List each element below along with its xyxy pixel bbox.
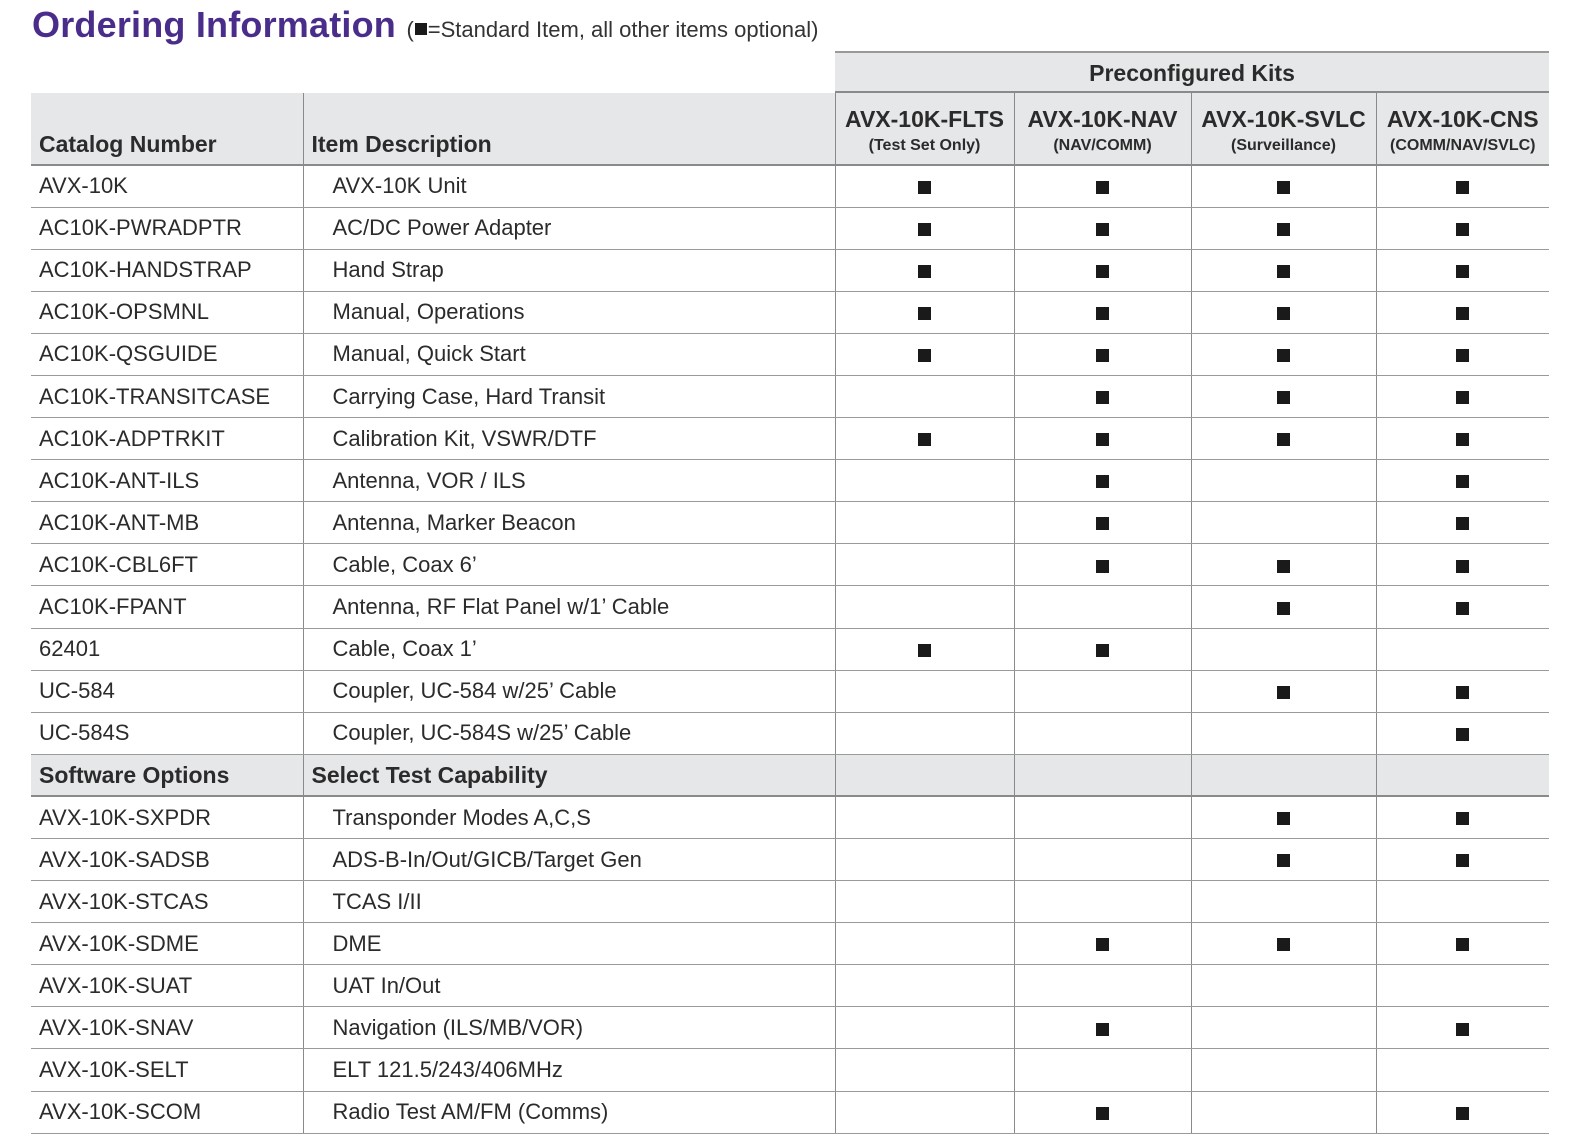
kit-inclusion-cell [1376,375,1549,417]
item-description: Hand Strap [303,249,835,291]
item-description-header: Item Description [303,93,835,165]
table-row [31,839,1549,881]
standard-item-square-icon [1456,475,1469,488]
kit-inclusion-cell [1191,375,1376,417]
kit-inclusion-cell [835,839,1014,881]
table-row [31,207,1549,249]
item-description: Transponder Modes A,C,S [303,796,835,838]
section-cell [835,754,1014,796]
legend-text: =Standard Item, all other items optional) [427,17,819,42]
kit-inclusion-cell [835,796,1014,838]
kit-inclusion-cell [1014,923,1191,965]
item-description: Antenna, Marker Beacon [303,502,835,544]
kit-inclusion-cell [1014,712,1191,754]
kit-inclusion-cell [1376,712,1549,754]
catalog-number-header: Catalog Number [31,93,303,165]
catalog-number: AC10K-ANT-MB [31,502,303,544]
catalog-number: AVX-10K-SDME [31,923,303,965]
kit-name: AVX-10K-SVLC [1201,105,1366,132]
kit-inclusion-cell [835,333,1014,375]
preconfigured-kits-header: Preconfigured Kits [835,51,1549,93]
table-row [31,1091,1549,1133]
standard-item-square-icon [1096,1023,1109,1036]
catalog-number: AVX-10K-SXPDR [31,796,303,838]
catalog-number: AVX-10K-SNAV [31,1007,303,1049]
kit-inclusion-cell [1191,628,1376,670]
catalog-number: AVX-10K-STCAS [31,881,303,923]
kit-inclusion-cell [835,291,1014,333]
catalog-number: 62401 [31,628,303,670]
kit-inclusion-cell [1191,165,1376,207]
kit-inclusion-cell [1191,1091,1376,1133]
kit-inclusion-cell [835,881,1014,923]
standard-item-square-icon [1096,517,1109,530]
table-row [31,165,1549,207]
legend [406,17,818,42]
table-row [31,375,1549,417]
table-row [31,418,1549,460]
software-body [31,796,1549,1133]
standard-item-square-icon [1277,560,1290,573]
item-description: Manual, Quick Start [303,333,835,375]
table-row [31,1007,1549,1049]
kit-inclusion-cell [1376,460,1549,502]
kit-inclusion-cell [835,1049,1014,1091]
standard-item-square-icon [1277,812,1290,825]
standard-item-square-icon [1277,433,1290,446]
kit-inclusion-cell [1191,418,1376,460]
kit-inclusion-cell [1014,333,1191,375]
table-row [31,670,1549,712]
kit-inclusion-cell [1191,586,1376,628]
table-row [31,291,1549,333]
standard-item-square-icon [1277,181,1290,194]
kit-inclusion-cell [1191,796,1376,838]
title-row [32,4,819,46]
kit-inclusion-cell [1014,291,1191,333]
kit-inclusion-cell [1376,291,1549,333]
kit-inclusion-cell [835,1091,1014,1133]
kit-inclusion-cell [1376,796,1549,838]
standard-item-square-icon [918,181,931,194]
catalog-number: AC10K-CBL6FT [31,544,303,586]
kit-inclusion-cell [1014,1049,1191,1091]
catalog-number: AC10K-OPSMNL [31,291,303,333]
table-row [31,881,1549,923]
kit-inclusion-cell [1014,965,1191,1007]
kit-inclusion-cell [1191,839,1376,881]
standard-item-square-icon [1096,1107,1109,1120]
table-row [31,333,1549,375]
item-description: UAT In/Out [303,965,835,1007]
table-row [31,460,1549,502]
kit-inclusion-cell [1376,418,1549,460]
items-body [31,165,1549,754]
kit-inclusion-cell [835,965,1014,1007]
kit-inclusion-cell [1014,375,1191,417]
standard-item-square-icon [1456,728,1469,741]
kit-inclusion-cell [835,460,1014,502]
standard-item-square-icon [1456,560,1469,573]
item-description: Cable, Coax 1’ [303,628,835,670]
standard-item-square-icon [1096,644,1109,657]
kit-inclusion-cell [1014,1007,1191,1049]
catalog-number: AC10K-ANT-ILS [31,460,303,502]
catalog-number: AVX-10K [31,165,303,207]
kit-inclusion-cell [1014,628,1191,670]
catalog-number: AVX-10K-SUAT [31,965,303,1007]
kit-inclusion-cell [1191,881,1376,923]
standard-item-square-icon [1277,223,1290,236]
kit-inclusion-cell [835,375,1014,417]
item-description: AVX-10K Unit [303,165,835,207]
kit-inclusion-cell [835,544,1014,586]
kit-subtitle: (NAV/COMM) [1053,136,1152,154]
standard-item-square-icon [1456,349,1469,362]
kit-inclusion-cell [1376,207,1549,249]
kit-inclusion-cell [1014,544,1191,586]
kit-inclusion-cell [1191,207,1376,249]
kit-inclusion-cell [1376,1049,1549,1091]
kit-inclusion-cell [1376,923,1549,965]
item-description: Antenna, RF Flat Panel w/1’ Cable [303,586,835,628]
standard-item-square-icon [1456,1023,1469,1036]
kit-inclusion-cell [1376,1007,1549,1049]
kit-inclusion-cell [835,586,1014,628]
kit-inclusion-cell [1014,1091,1191,1133]
item-description: Coupler, UC-584 w/25’ Cable [303,670,835,712]
kit-inclusion-cell [1014,796,1191,838]
standard-item-square-icon [1277,391,1290,404]
table-row [31,586,1549,628]
kit-inclusion-cell [1191,460,1376,502]
kit-inclusion-cell [1014,586,1191,628]
catalog-number: AC10K-TRANSITCASE [31,375,303,417]
kit-inclusion-cell [835,207,1014,249]
standard-item-square-icon [1096,391,1109,404]
standard-item-square-icon [1456,686,1469,699]
table-row [31,628,1549,670]
legend-open: ( [406,17,414,42]
kit-inclusion-cell [1376,965,1549,1007]
black-square-icon [415,23,427,35]
standard-item-square-icon [918,265,931,278]
item-description: DME [303,923,835,965]
catalog-number: AC10K-FPANT [31,586,303,628]
item-description: TCAS I/II [303,881,835,923]
standard-item-square-icon [1096,560,1109,573]
kit-inclusion-cell [1014,460,1191,502]
kit-inclusion-cell [1376,544,1549,586]
kit-inclusion-cell [1191,965,1376,1007]
kit-inclusion-cell [1376,502,1549,544]
kit-inclusion-cell [1191,249,1376,291]
standard-item-square-icon [1096,433,1109,446]
kit-inclusion-cell [1191,291,1376,333]
kit-header-flts [835,93,1014,165]
software-section-row [31,754,1549,796]
catalog-number: AVX-10K-SELT [31,1049,303,1091]
page-title: Ordering Information [32,4,396,45]
table-row [31,249,1549,291]
kit-inclusion-cell [835,628,1014,670]
kit-inclusion-cell [1191,670,1376,712]
catalog-number: AC10K-PWRADPTR [31,207,303,249]
table-row [31,923,1549,965]
kit-name: AVX-10K-FLTS [845,105,1004,132]
table-row [31,965,1549,1007]
catalog-number: AC10K-QSGUIDE [31,333,303,375]
table-row [31,796,1549,838]
kit-inclusion-cell [1014,881,1191,923]
kit-inclusion-cell [835,165,1014,207]
table-row [31,502,1549,544]
standard-item-square-icon [1456,602,1469,615]
kit-inclusion-cell [1014,418,1191,460]
kit-inclusion-cell [835,712,1014,754]
kit-inclusion-cell [835,670,1014,712]
table-header-row [31,93,1549,165]
standard-item-square-icon [1277,265,1290,278]
item-description: Manual, Operations [303,291,835,333]
standard-item-square-icon [1456,812,1469,825]
standard-item-square-icon [1277,686,1290,699]
kit-inclusion-cell [1376,249,1549,291]
standard-item-square-icon [1096,223,1109,236]
standard-item-square-icon [1096,475,1109,488]
kit-inclusion-cell [1191,502,1376,544]
standard-item-square-icon [1456,307,1469,320]
software-options-label: Software Options [31,754,303,796]
standard-item-square-icon [1096,307,1109,320]
ordering-table [31,93,1549,1134]
catalog-number: UC-584S [31,712,303,754]
item-description: Cable, Coax 6’ [303,544,835,586]
kit-subtitle: (Test Set Only) [868,136,981,154]
kit-inclusion-cell [835,418,1014,460]
standard-item-square-icon [1456,517,1469,530]
standard-item-square-icon [1456,391,1469,404]
standard-item-square-icon [1096,349,1109,362]
kit-inclusion-cell [1191,1007,1376,1049]
kit-inclusion-cell [1191,1049,1376,1091]
kit-inclusion-cell [1376,586,1549,628]
catalog-number: AVX-10K-SCOM [31,1091,303,1133]
kit-inclusion-cell [1376,628,1549,670]
standard-item-square-icon [1456,265,1469,278]
standard-item-square-icon [918,433,931,446]
standard-item-square-icon [918,349,931,362]
item-description: Antenna, VOR / ILS [303,460,835,502]
kit-inclusion-cell [1376,881,1549,923]
item-description: Radio Test AM/FM (Comms) [303,1091,835,1133]
kit-header-nav [1014,93,1191,165]
kit-inclusion-cell [1376,1091,1549,1133]
kit-name: AVX-10K-NAV [1027,105,1178,132]
kit-inclusion-cell [1014,249,1191,291]
kit-inclusion-cell [1014,165,1191,207]
standard-item-square-icon [1456,433,1469,446]
standard-item-square-icon [918,644,931,657]
kit-subtitle: (COMM/NAV/SVLC) [1390,136,1536,154]
kit-inclusion-cell [1376,165,1549,207]
kit-header-cns [1376,93,1549,165]
section-cell [1014,754,1191,796]
kit-inclusion-cell [1191,923,1376,965]
kit-name: AVX-10K-CNS [1386,105,1539,132]
standard-item-square-icon [1456,1107,1469,1120]
kit-inclusion-cell [1376,670,1549,712]
kit-inclusion-cell [1191,712,1376,754]
item-description: Carrying Case, Hard Transit [303,375,835,417]
item-description: Coupler, UC-584S w/25’ Cable [303,712,835,754]
kit-inclusion-cell [835,249,1014,291]
kit-inclusion-cell [835,502,1014,544]
kit-inclusion-cell [1376,839,1549,881]
catalog-number: AVX-10K-SADSB [31,839,303,881]
kit-subtitle: (Surveillance) [1231,136,1336,154]
item-description: AC/DC Power Adapter [303,207,835,249]
standard-item-square-icon [1456,938,1469,951]
section-cell [1376,754,1549,796]
standard-item-square-icon [1277,349,1290,362]
standard-item-square-icon [1456,223,1469,236]
kit-inclusion-cell [1014,502,1191,544]
standard-item-square-icon [918,307,931,320]
kit-inclusion-cell [1191,333,1376,375]
table-row [31,544,1549,586]
table-row [31,712,1549,754]
kit-inclusion-cell [835,1007,1014,1049]
standard-item-square-icon [1277,307,1290,320]
select-test-capability-label: Select Test Capability [303,754,835,796]
standard-item-square-icon [1277,602,1290,615]
catalog-number: AC10K-HANDSTRAP [31,249,303,291]
item-description: ELT 121.5/243/406MHz [303,1049,835,1091]
kit-header-svlc [1191,93,1376,165]
standard-item-square-icon [1277,854,1290,867]
standard-item-square-icon [1277,938,1290,951]
item-description: Calibration Kit, VSWR/DTF [303,418,835,460]
standard-item-square-icon [1456,854,1469,867]
catalog-number: UC-584 [31,670,303,712]
kit-inclusion-cell [835,923,1014,965]
catalog-number: AC10K-ADPTRKIT [31,418,303,460]
software-section [31,754,1549,796]
section-cell [1191,754,1376,796]
kit-inclusion-cell [1014,207,1191,249]
standard-item-square-icon [1096,938,1109,951]
standard-item-square-icon [1096,181,1109,194]
standard-item-square-icon [1096,265,1109,278]
kit-inclusion-cell [1376,333,1549,375]
standard-item-square-icon [1456,181,1469,194]
kit-inclusion-cell [1014,670,1191,712]
standard-item-square-icon [918,223,931,236]
item-description: ADS-B-In/Out/GICB/Target Gen [303,839,835,881]
kit-inclusion-cell [1014,839,1191,881]
table-row [31,1049,1549,1091]
kit-inclusion-cell [1191,544,1376,586]
item-description: Navigation (ILS/MB/VOR) [303,1007,835,1049]
